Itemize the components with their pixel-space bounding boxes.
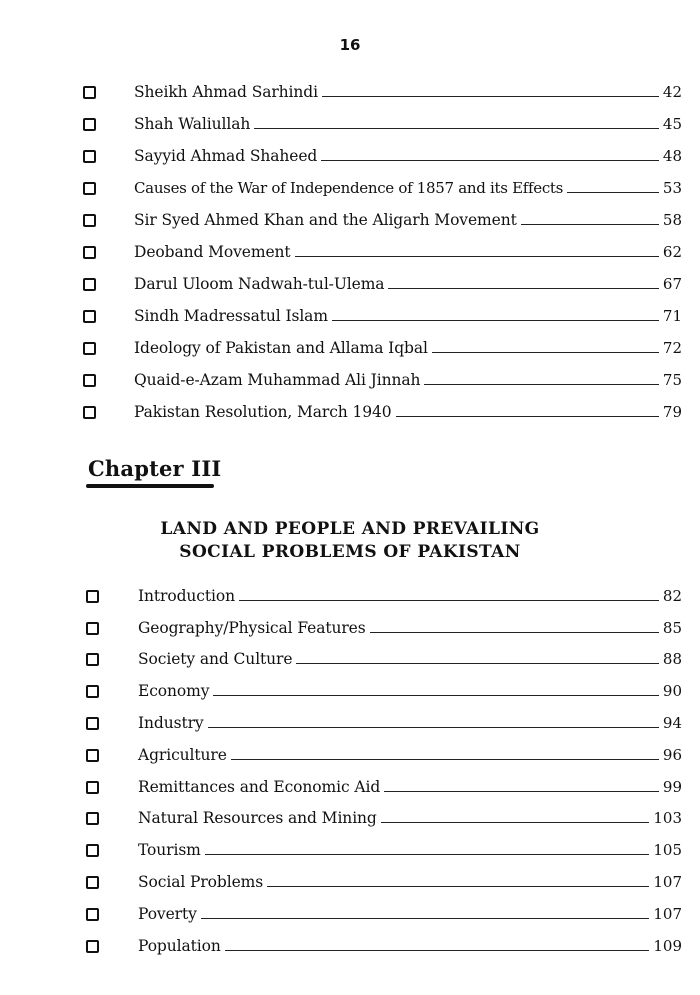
checkbox-bullet-icon — [86, 844, 99, 857]
chapter-title-line-2: SOCIAL PROBLEMS OF PAKISTAN — [179, 542, 521, 562]
toc-entry-title: Geography/Physical Features — [138, 618, 366, 637]
leader-line — [225, 950, 650, 951]
toc-list-chapter-2-continued — [0, 76, 700, 428]
toc-entry-title: Remittances and Economic Aid — [138, 777, 381, 796]
toc-entry[interactable] — [0, 644, 700, 676]
checkbox-bullet-icon — [83, 86, 96, 99]
toc-entry-page: 45 — [662, 115, 682, 133]
toc-entry-page: 109 — [653, 936, 682, 955]
chapter-underline — [86, 484, 214, 488]
leader-line — [231, 759, 659, 760]
toc-entry-page: 42 — [662, 83, 682, 101]
toc-entry[interactable] — [0, 898, 700, 930]
checkbox-bullet-icon — [83, 118, 96, 131]
checkbox-bullet-icon — [83, 278, 96, 291]
checkbox-bullet-icon — [83, 214, 96, 227]
leader-line — [384, 791, 659, 792]
toc-entry-title: Darul Uloom Nadwah-tul-Ulema — [134, 275, 385, 293]
checkbox-bullet-icon — [86, 876, 99, 889]
toc-entry-title: Sheikh Ahmad Sarhindi — [134, 83, 318, 101]
toc-entry-title: Introduction — [138, 586, 235, 605]
leader-line — [332, 320, 659, 321]
toc-entry-title: Sayyid Ahmad Shaheed — [134, 147, 318, 165]
toc-entry-page: 99 — [662, 777, 682, 796]
checkbox-bullet-icon — [83, 182, 96, 195]
toc-entry[interactable] — [0, 268, 700, 300]
toc-entry-page: 53 — [662, 179, 682, 197]
leader-line — [239, 600, 659, 601]
toc-entry-page: 94 — [662, 714, 682, 733]
toc-entry-title: Deoband Movement — [134, 243, 291, 261]
checkbox-bullet-icon — [86, 940, 99, 953]
checkbox-bullet-icon — [86, 781, 99, 794]
leader-line — [322, 96, 659, 97]
toc-entry-title: Society and Culture — [138, 650, 293, 669]
toc-entry[interactable] — [0, 771, 700, 803]
toc-entry[interactable] — [0, 236, 700, 268]
toc-entry-title: Sir Syed Ahmed Khan and the Aligarh Movement — [134, 211, 517, 229]
checkbox-bullet-icon — [86, 717, 99, 730]
toc-entry-title: Agriculture — [138, 745, 227, 764]
toc-entry[interactable] — [0, 204, 700, 236]
chapter-title-line-1: LAND AND PEOPLE AND PREVAILING — [160, 519, 540, 539]
leader-line — [521, 224, 659, 225]
toc-entry[interactable] — [0, 803, 700, 835]
checkbox-bullet-icon — [83, 246, 96, 259]
toc-entry[interactable] — [0, 739, 700, 771]
toc-entry-page: 105 — [653, 841, 682, 860]
toc-entry-title: Pakistan Resolution, March 1940 — [134, 403, 392, 421]
chapter-title — [0, 518, 700, 564]
toc-entry-title: Poverty — [138, 904, 197, 923]
leader-line — [370, 632, 659, 633]
toc-entry[interactable] — [0, 300, 700, 332]
toc-entry-title: Ideology of Pakistan and Allama Iqbal — [134, 339, 428, 357]
toc-entry-page: 71 — [662, 307, 682, 325]
toc-entry-title: Population — [138, 936, 221, 955]
leader-line — [295, 256, 659, 257]
leader-line — [388, 288, 658, 289]
toc-entry[interactable] — [0, 580, 700, 612]
leader-line — [213, 695, 659, 696]
checkbox-bullet-icon — [86, 653, 99, 666]
toc-entry[interactable] — [0, 866, 700, 898]
leader-line — [205, 854, 650, 855]
toc-entry-title: Social Problems — [138, 873, 264, 892]
checkbox-bullet-icon — [83, 406, 96, 419]
toc-entry-page: 103 — [653, 809, 682, 828]
toc-entry[interactable] — [0, 76, 700, 108]
toc-entry[interactable] — [0, 834, 700, 866]
leader-line — [321, 160, 659, 161]
page-number: 16 — [339, 36, 361, 54]
leader-line — [424, 384, 658, 385]
toc-entry-title: Tourism — [138, 841, 201, 860]
toc-entry[interactable] — [0, 364, 700, 396]
toc-entry-page: 67 — [662, 275, 682, 293]
toc-entry-page: 85 — [662, 618, 682, 637]
checkbox-bullet-icon — [83, 150, 96, 163]
toc-entry-title: Quaid-e-Azam Muhammad Ali Jinnah — [134, 371, 421, 389]
checkbox-bullet-icon — [83, 310, 96, 323]
leader-line — [432, 352, 659, 353]
toc-entry-page: 96 — [662, 745, 682, 764]
checkbox-bullet-icon — [86, 749, 99, 762]
toc-entry[interactable] — [0, 108, 700, 140]
checkbox-bullet-icon — [86, 908, 99, 921]
leader-line — [254, 128, 659, 129]
toc-entry-page: 48 — [662, 147, 682, 165]
checkbox-bullet-icon — [86, 685, 99, 698]
toc-entry-page: 88 — [662, 650, 682, 669]
toc-entry[interactable] — [0, 930, 700, 962]
toc-entry-title: Shah Waliullah — [134, 115, 251, 133]
toc-entry-page: 62 — [662, 243, 682, 261]
leader-line — [267, 886, 649, 887]
toc-entry-page: 72 — [662, 339, 682, 357]
toc-entry-page: 82 — [662, 586, 682, 605]
checkbox-bullet-icon — [83, 342, 96, 355]
leader-line — [381, 822, 650, 823]
toc-entry-title: Economy — [138, 682, 210, 701]
toc-entry[interactable] — [0, 675, 700, 707]
toc-list-chapter-3 — [0, 580, 700, 962]
toc-entry[interactable] — [0, 612, 700, 644]
toc-entry-page: 90 — [662, 682, 682, 701]
leader-line — [567, 192, 659, 193]
checkbox-bullet-icon — [86, 622, 99, 635]
chapter-heading: Chapter III — [88, 456, 222, 481]
toc-entry-title: Sindh Madressatul Islam — [134, 307, 328, 325]
toc-entry-page: 107 — [653, 904, 682, 923]
leader-line — [201, 918, 650, 919]
checkbox-bullet-icon — [83, 374, 96, 387]
checkbox-bullet-icon — [86, 590, 99, 603]
toc-entry-page: 79 — [662, 403, 682, 421]
toc-entry-page: 107 — [653, 873, 682, 892]
toc-entry[interactable] — [0, 396, 700, 428]
toc-entry[interactable] — [0, 172, 700, 204]
toc-entry[interactable] — [0, 332, 700, 364]
leader-line — [208, 727, 659, 728]
toc-entry[interactable] — [0, 707, 700, 739]
toc-entry-page: 58 — [662, 211, 682, 229]
toc-entry[interactable] — [0, 140, 700, 172]
checkbox-bullet-icon — [86, 812, 99, 825]
leader-line — [396, 416, 659, 417]
toc-entry-page: 75 — [662, 371, 682, 389]
toc-entry-title: Causes of the War of Independence of 1857 and its Effects — [134, 179, 564, 197]
toc-entry-title: Industry — [138, 714, 204, 733]
toc-entry-title: Natural Resources and Mining — [138, 809, 377, 828]
leader-line — [296, 663, 658, 664]
